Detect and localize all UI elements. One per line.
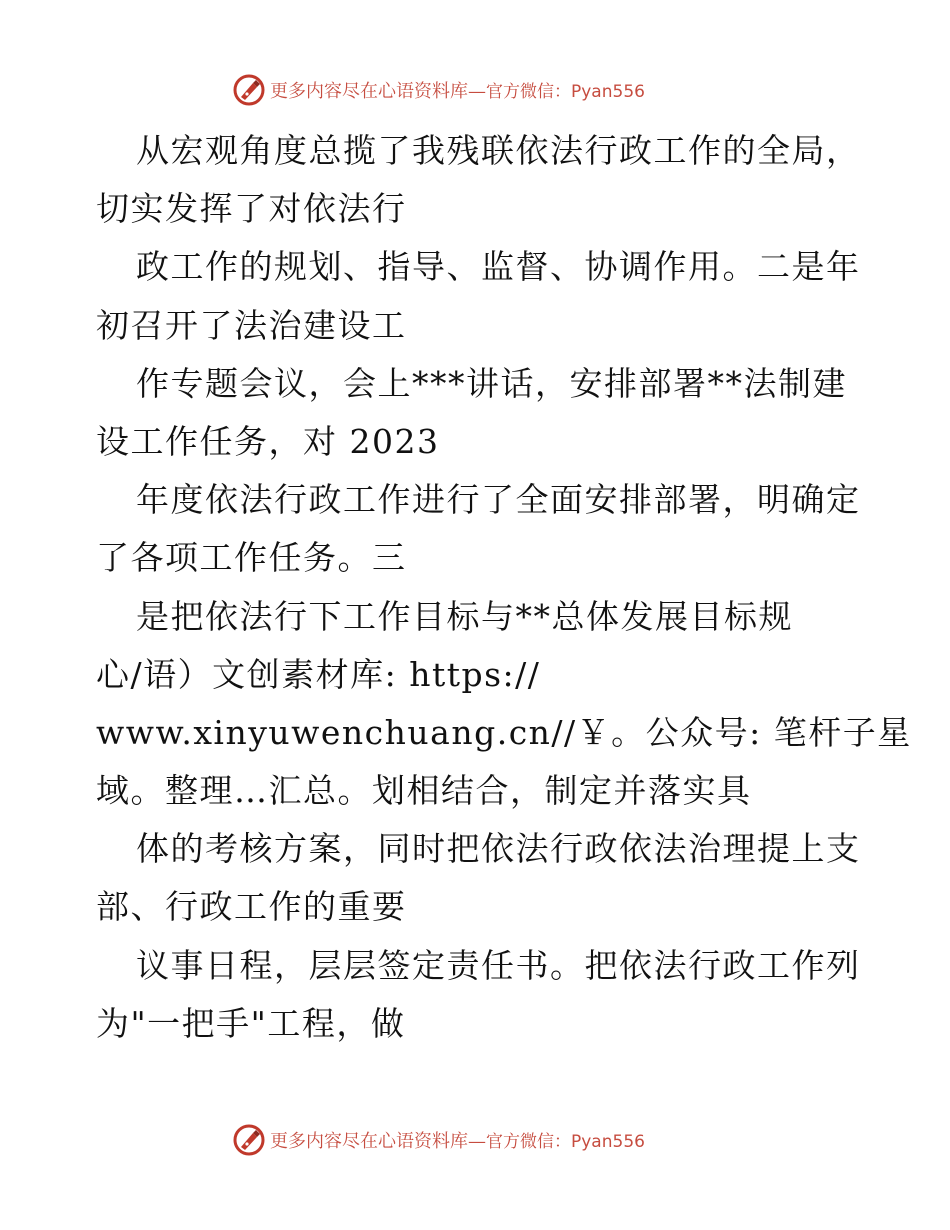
text-line: www.xinyuwenchuang.cn//￥。公众号: 笔杆子星: [96, 712, 912, 752]
text-line: 设工作任务，对 2023: [96, 421, 440, 461]
watermark-text: 更多内容尽在心语资料库—官方微信：Pyan556: [270, 1131, 645, 1152]
text-line: 了各项工作任务。三: [96, 538, 407, 578]
document-body: [96, 122, 912, 1053]
fountain-pen-seal-icon: [232, 73, 266, 107]
text-line: 体的考核方案，同时把依法行政依法治理提上支: [136, 829, 861, 869]
watermark-text: 更多内容尽在心语资料库—官方微信：Pyan556: [270, 81, 645, 102]
text-line: 作专题会议，会上***讲话，安排部署**法制建: [136, 363, 847, 403]
text-line: 切实发挥了对依法行: [96, 189, 407, 229]
footer-watermark: [232, 1122, 645, 1158]
text-line: 议事日程，层层签定责任书。把依法行政工作列: [136, 945, 861, 985]
text-line: 初召开了法治建设工: [96, 305, 407, 345]
text-line: 部、行政工作的重要: [96, 887, 407, 927]
text-line: 政工作的规划、指导、监督、协调作用。二是年: [136, 247, 861, 287]
text-line: 从宏观角度总揽了我残联依法行政工作的全局，: [136, 131, 861, 170]
header-watermark: [232, 72, 645, 108]
text-line: 心/语）文创素材库: https://: [96, 654, 541, 694]
text-line: 是把依法行下工作目标与**总体发展目标规: [136, 596, 793, 636]
text-line: 为"一把手"工程，做: [96, 1003, 406, 1043]
fountain-pen-seal-icon: [232, 1123, 266, 1157]
text-line: 域。整理…汇总。划相结合，制定并落实具: [96, 771, 752, 811]
text-line: 年度依法行政工作进行了全面安排部署，明确定: [136, 480, 861, 520]
